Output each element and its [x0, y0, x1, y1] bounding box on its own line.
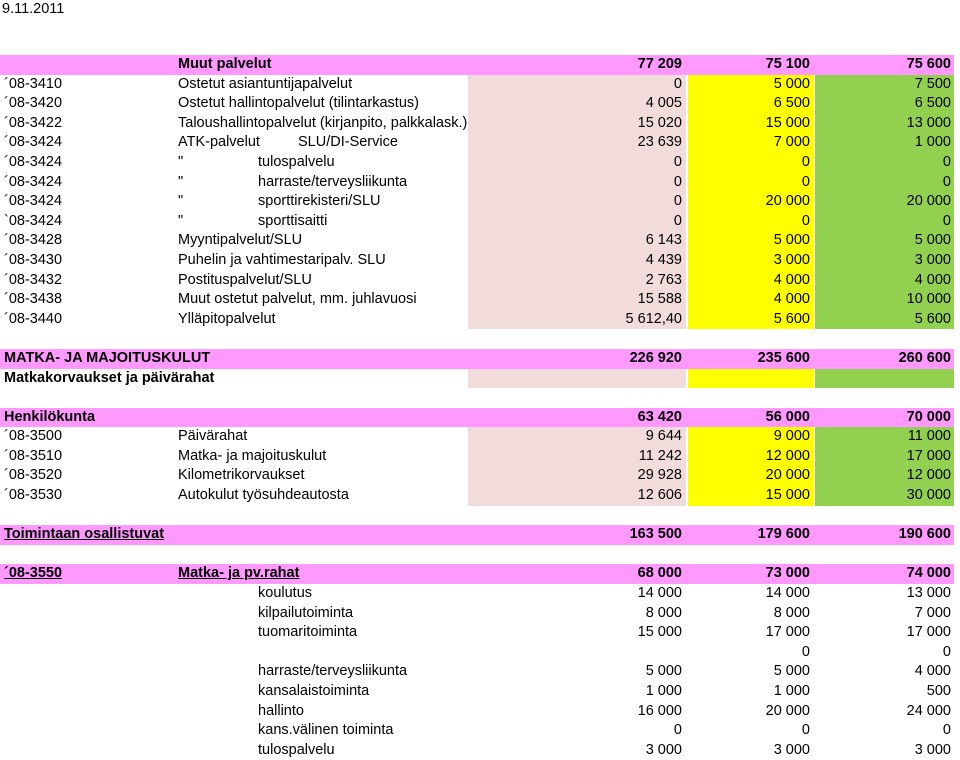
table-row: [0, 604, 960, 624]
value-col-1: 23 639: [637, 134, 682, 151]
table-row: [0, 173, 960, 193]
table-row: [0, 643, 960, 663]
value-col-2: 14 000: [765, 585, 810, 602]
value-col-1: 0: [673, 173, 682, 190]
value-col-3: 260 600: [898, 349, 951, 366]
value-col-3: 11 000: [907, 428, 951, 445]
account-description: ": [178, 153, 184, 170]
table-row: [0, 310, 960, 330]
table-row: [0, 682, 960, 702]
value-col-2: 0: [801, 212, 810, 229]
value-col-3: 190 600: [898, 526, 951, 543]
value-col-2: 20 000: [765, 467, 810, 484]
sub-item-label: kansalaistoiminta: [258, 683, 370, 699]
value-col-2: 1 000: [773, 683, 810, 699]
value-col-2: 20 000: [765, 702, 810, 719]
value-col-3: 0: [942, 173, 951, 190]
table-row: [0, 231, 960, 251]
account-code: Matkakorvaukset ja päivärahat: [4, 369, 215, 386]
value-col-3: 3 000: [914, 741, 951, 758]
account-description: Postituspalvelut/SLU: [178, 271, 312, 288]
blank-row: [0, 545, 960, 565]
value-col-2: 15 000: [765, 487, 810, 504]
table-row: [0, 447, 960, 467]
account-description: Muut ostetut palvelut, mm. juhlavuosi: [178, 291, 417, 308]
summary-row: [0, 408, 960, 428]
summary-row: [0, 349, 960, 369]
account-code: ´08-3422: [4, 114, 63, 131]
account-code: Henkilökunta: [4, 408, 96, 425]
blank-row: [0, 506, 960, 526]
account-description: ": [178, 173, 184, 190]
table-row: [0, 75, 960, 95]
value-col-2: 5 000: [773, 232, 810, 249]
value-col-1: 0: [673, 153, 682, 170]
value-col-2: 5 000: [773, 75, 810, 92]
table-row: [0, 466, 960, 486]
value-col-1: 29 928: [637, 467, 682, 484]
value-col-1: [465, 643, 685, 663]
table-row: [0, 251, 960, 271]
value-col-1: 16 000: [637, 702, 682, 719]
table-row: [0, 153, 960, 173]
value-col-1: 0: [673, 193, 682, 210]
summary-row: [0, 564, 960, 584]
account-code: Toimintaan osallistuvat: [4, 526, 165, 543]
value-col-2: 235 600: [757, 349, 810, 366]
value-col-3: 5 000: [914, 232, 951, 249]
value-col-1: 4 005: [645, 95, 682, 112]
value-col-3: 500: [926, 683, 951, 699]
budget-table: [0, 55, 960, 760]
account-code: ´08-3520: [4, 467, 63, 484]
value-col-3: 0: [942, 643, 951, 660]
value-col-1: 15 588: [637, 291, 682, 308]
value-col-2: 20 000: [765, 193, 810, 210]
value-col-3: 10 000: [906, 291, 951, 308]
value-col-2: 15 000: [765, 114, 810, 131]
value-col-2: 4 000: [773, 291, 810, 308]
table-row: [0, 486, 960, 506]
value-col-1: 0: [673, 212, 682, 229]
account-code: ´08-3440: [4, 310, 63, 327]
value-col-3: 0: [942, 212, 951, 229]
account-code: ´08-3438: [4, 291, 63, 308]
value-col-2: 179 600: [757, 526, 810, 543]
table-row: [0, 584, 960, 604]
account-code: ´08-3500: [4, 428, 63, 445]
account-description: Muut palvelut: [178, 56, 272, 72]
value-col-1: 11 242: [638, 447, 682, 464]
account-description: Ostetut hallintopalvelut (tilintarkastus): [178, 95, 419, 112]
account-description: Kilometrikorvaukset: [178, 467, 305, 484]
account-detail: SLU/DI-Service: [298, 134, 398, 151]
value-col-1: 0: [673, 75, 682, 92]
account-description: Myyntipalvelut/SLU: [178, 232, 303, 249]
value-col-1: 5 612,40: [625, 310, 682, 327]
value-col-2: 0: [801, 173, 810, 190]
account-description: Ostetut asiantuntijapalvelut: [178, 75, 353, 92]
account-code: ´08-3428: [4, 232, 63, 249]
account-code: ´08-3424: [4, 173, 63, 190]
account-code: `08-3424: [4, 212, 63, 229]
account-detail: sporttirekisteri/SLU: [258, 193, 381, 210]
value-col-1: 63 420: [637, 408, 682, 425]
value-col-2: 75 100: [765, 56, 810, 72]
account-code: ´08-3510: [4, 447, 63, 464]
value-col-2: 17 000: [765, 624, 810, 641]
table-row: [0, 192, 960, 212]
account-code: ´08-3420: [4, 95, 63, 112]
value-col-2: 5 600: [773, 310, 810, 327]
value-col-3: 7 000: [914, 604, 951, 621]
value-col-3: 74 000: [906, 565, 951, 582]
sub-item-label: kans.välinen toiminta: [258, 722, 394, 739]
blank-row: [0, 388, 960, 408]
value-col-1: 3 000: [645, 741, 682, 758]
table-row: [0, 623, 960, 643]
value-col-3: 5 600: [914, 310, 951, 327]
sub-item-label: tulospalvelu: [258, 741, 335, 758]
account-code: ´08-3432: [4, 271, 63, 288]
account-description: ": [178, 212, 184, 229]
value-col-2: 12 000: [765, 447, 810, 464]
value-col-1: 226 920: [629, 349, 682, 366]
table-row: [0, 94, 960, 114]
account-code: ´08-3424: [4, 193, 63, 210]
value-col-1: 0: [673, 722, 682, 739]
table-row: [0, 369, 960, 389]
account-description: Puhelin ja vahtimestaripalv. SLU: [178, 251, 386, 268]
value-col-1: [465, 369, 685, 389]
summary-row: [0, 525, 960, 545]
value-col-3: 17 000: [906, 447, 951, 464]
value-col-3: 1 000: [914, 134, 951, 151]
value-col-2: 0: [801, 643, 810, 660]
value-col-1: 14 000: [637, 585, 682, 602]
value-col-2: 0: [801, 153, 810, 170]
value-col-2: 5 000: [773, 663, 810, 680]
table-row: [0, 133, 960, 153]
account-code: ´08-3424: [4, 153, 63, 170]
account-description: ": [178, 193, 184, 210]
account-description: Matka- ja pv.rahat: [178, 565, 300, 582]
value-col-2: 56 000: [765, 408, 810, 425]
value-col-2: 3 000: [773, 251, 810, 268]
value-col-1: 9 644: [645, 428, 682, 445]
value-col-3: 13 000: [906, 585, 951, 602]
value-col-2: 8 000: [773, 604, 810, 621]
value-col-1: 8 000: [645, 604, 682, 621]
value-col-1: 4 439: [645, 251, 682, 268]
account-code: ´08-3530: [4, 487, 63, 504]
value-col-1: 12 606: [637, 487, 682, 504]
account-code: ´08-3410: [4, 75, 63, 92]
value-col-3: 7 500: [914, 75, 951, 92]
value-col-3: 0: [942, 153, 951, 170]
value-col-2: 3 000: [773, 741, 810, 758]
table-row: [0, 741, 960, 760]
table-row: [0, 271, 960, 291]
value-col-3: 17 000: [906, 624, 951, 641]
value-col-1: 5 000: [645, 663, 682, 680]
account-description: Ylläpitopalvelut: [178, 310, 276, 327]
value-col-3: 0: [942, 722, 951, 739]
sub-item-label: hallinto: [258, 702, 304, 719]
value-col-3: 12 000: [906, 467, 951, 484]
account-code: ´08-3430: [4, 251, 63, 268]
sub-item-label: tuomaritoiminta: [258, 624, 358, 641]
value-col-1: 1 000: [645, 683, 682, 699]
value-col-3: 70 000: [906, 408, 951, 425]
value-col-1: 163 500: [629, 526, 682, 543]
value-col-1: 15 020: [637, 114, 682, 131]
table-row: [0, 662, 960, 682]
account-code: MATKA- JA MAJOITUSKULUT: [4, 349, 211, 366]
table-row: [0, 290, 960, 310]
value-col-1: 15 000: [637, 624, 682, 641]
table-row: [0, 427, 960, 447]
account-code: ´08-3550: [4, 565, 63, 582]
value-col-2: 0: [801, 722, 810, 739]
value-col-3: 75 600: [906, 56, 951, 72]
value-col-3: 24 000: [906, 702, 951, 719]
table-row: [0, 702, 960, 722]
sub-item-label: kilpailutoiminta: [258, 604, 354, 621]
table-row: [0, 114, 960, 134]
account-description: Matka- ja majoituskulut: [178, 447, 327, 464]
value-col-2: 7 000: [773, 134, 810, 151]
value-col-2: 9 000: [773, 428, 810, 445]
value-col-3: 20 000: [906, 193, 951, 210]
value-col-2: 4 000: [773, 271, 810, 288]
summary-row: [0, 55, 960, 75]
sub-item-label: koulutus: [258, 585, 313, 602]
account-code: ´08-3424: [4, 134, 63, 151]
table-row: [0, 721, 960, 741]
account-description: Päivärahat: [178, 428, 248, 445]
report-date: 9.11.2011: [2, 1, 65, 17]
table-row: [0, 212, 960, 232]
sub-item-label: harraste/terveysliikunta: [258, 663, 408, 680]
account-description: ATK-palvelut: [178, 134, 260, 151]
value-col-3: 4 000: [914, 663, 951, 680]
value-col-3: 30 000: [906, 487, 951, 504]
value-col-1: 68 000: [637, 565, 682, 582]
blank-row: [0, 329, 960, 349]
value-col-1: 6 143: [645, 232, 682, 249]
value-col-3: [816, 369, 954, 389]
value-col-2: 6 500: [773, 95, 810, 112]
value-col-1: 2 763: [645, 271, 682, 288]
account-detail: sporttisaitti: [258, 212, 328, 229]
value-col-2: 73 000: [765, 565, 810, 582]
value-col-3: 6 500: [914, 95, 951, 112]
account-description: Taloushallintopalvelut (kirjanpito, palkkalask.): [178, 114, 468, 131]
account-description: Autokulut työsuhdeautosta: [178, 487, 349, 504]
value-col-3: 13 000: [906, 114, 951, 131]
value-col-3: 4 000: [914, 271, 951, 288]
account-detail: tulospalvelu: [258, 153, 335, 170]
value-col-2: [688, 369, 813, 389]
value-col-1: 77 209: [637, 56, 682, 72]
account-detail: harraste/terveysliikunta: [258, 173, 408, 190]
value-col-3: 3 000: [914, 251, 951, 268]
